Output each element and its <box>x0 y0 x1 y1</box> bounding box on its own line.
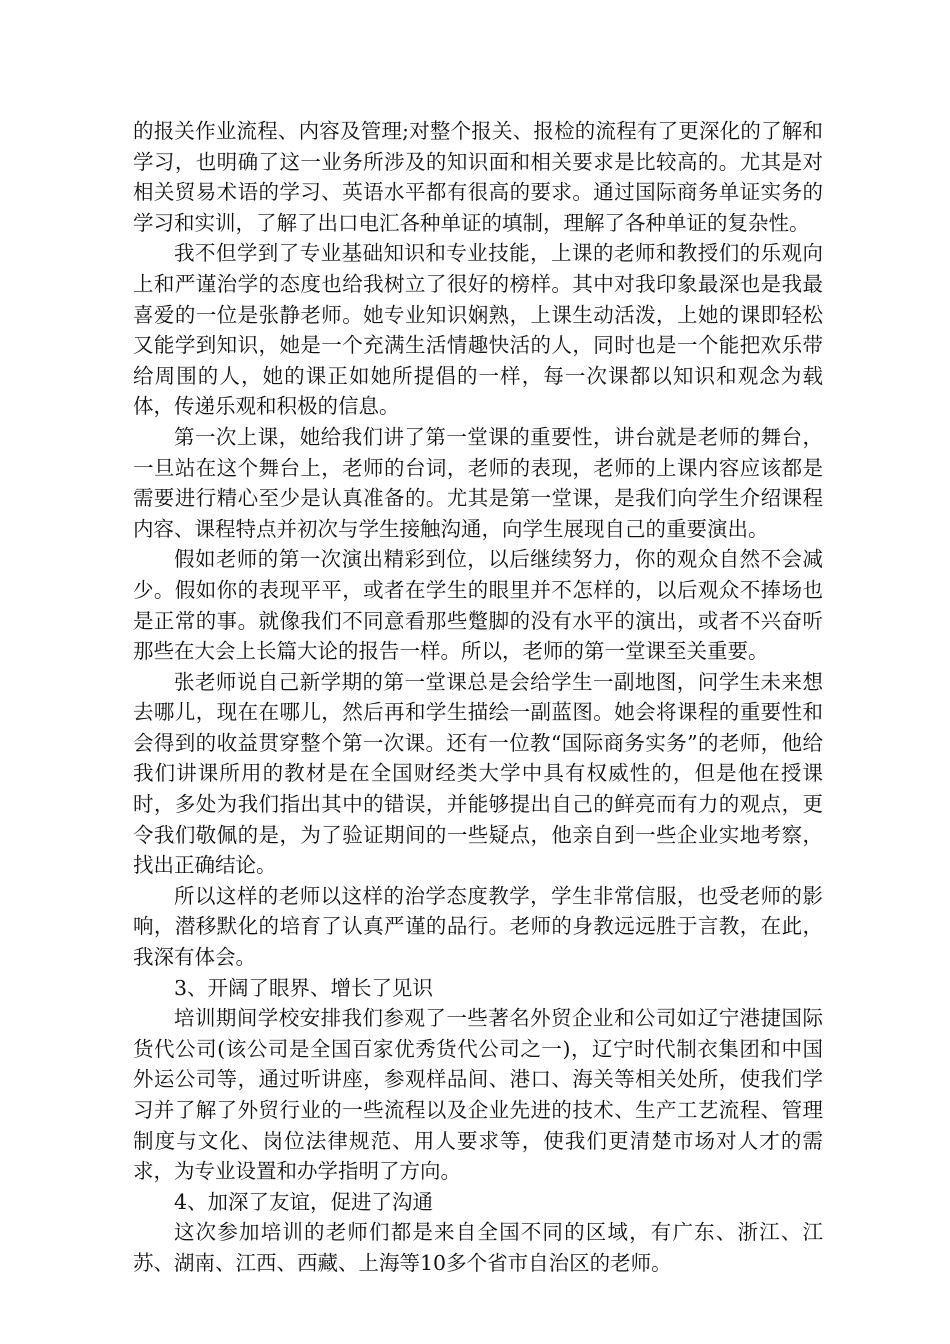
paragraph-teacher-zhang-jing: 我不但学到了专业基础知识和专业技能，上课的老师和教授们的乐观向上和严谨治学的态度也给我树立了很好的榜样。其中对我印象最深也是我最喜爱的一位是张静老师。她专业知识娴熟，上课生动活泼，上她的课即轻松又能学到知识，她是一个充满生活情趣快活的人，同时也是一个能把欢乐带给周围的人，她的课正如她所提倡的一样，每一次课都以知识和观念为载体，传递乐观和积极的信息。 <box>133 241 823 419</box>
section-heading-3: 3、开阔了眼界、增长了见识 <box>174 975 434 1000</box>
paragraph-first-performance: 假如老师的第一次演出精彩到位，以后继续努力，你的观众自然不会减少。假如你的表现平平，或者在学生的眼里并不怎样的，以后观众不捧场也是正常的事。就像我们不同意看那些蹩脚的没有水平的演出，或者不兴奋听那些在大会上长篇大论的报告一样。所以，老师的第一堂课至关重要。 <box>133 547 823 664</box>
paragraph-customs-and-documents: 的报关作业流程、内容及管理;对整个报关、报检的流程有了更深化的了解和学习，也明确了这一业务所涉及的知识面和相关要求是比较高的。尤其是对相关贸易术语的学习、英语水平都有很高的要求。通过国际商务单证实务的学习和实训，了解了出口电汇各种单证的填制，理解了各种单证的复杂性。 <box>133 119 823 235</box>
paragraph-teaching-attitude: 所以这样的老师以这样的治学态度教学，学生非常信服，也受老师的影响，潜移默化的培育了认真严谨的品行。老师的身教远远胜于言教，在此，我深有体会。 <box>133 883 823 970</box>
paragraph-first-class-importance: 第一次上课，她给我们讲了第一堂课的重要性，讲台就是老师的舞台，一旦站在这个舞台上，老师的台词，老师的表现，老师的上课内容应该都是需要进行精心至少是认真准备的。尤其是第一堂课，是我们向学生介绍课程内容、课程特点并初次与学生接触沟通，向学生展现自己的重要演出。 <box>133 424 823 541</box>
section-heading-4: 4、加深了友谊，促进了沟通 <box>174 1189 434 1214</box>
document-page <box>133 116 823 1279</box>
paragraph-map-and-blueprint: 张老师说自己新学期的第一堂课总是会给学生一副地图，问学生未来想去哪儿，现在在哪儿，然后再和学生描绘一副蓝图。她会将课程的重要性和会得到的收益贯穿整个第一次课。还有一位教“国际商务实务”的老师，他给我们讲课所用的教材是在全国财经类大学中具有权威性的，但是他在授课时，多处为我们指出其中的错误，并能够提出自己的鲜亮而有力的观点，更令我们敬佩的是，为了验证期间的一些疑点，他亲自到一些企业实地考察，找出正确结论。 <box>133 669 823 878</box>
paragraph-participants: 这次参加培训的老师们都是来自全国不同的区域，有广东、浙江、江苏、湖南、江西、西藏、上海等10多个省市自治区的老师。 <box>133 1220 823 1275</box>
paragraph-company-visits: 培训期间学校安排我们参观了一些著名外贸企业和公司如辽宁港捷国际货代公司(该公司是全国百家优秀货代公司之一)，辽宁时代制衣集团和中国外运公司等，通过听讲座，参观样品间、港口、海关等相关处所，使我们学习并了解了外贸行业的一些流程以及企业先进的技术、生产工艺流程、管理制度与文化、岗位法律规范、用人要求等，使我们更清楚市场对人才的需求，为专业设置和办学指明了方向。 <box>133 1006 823 1184</box>
